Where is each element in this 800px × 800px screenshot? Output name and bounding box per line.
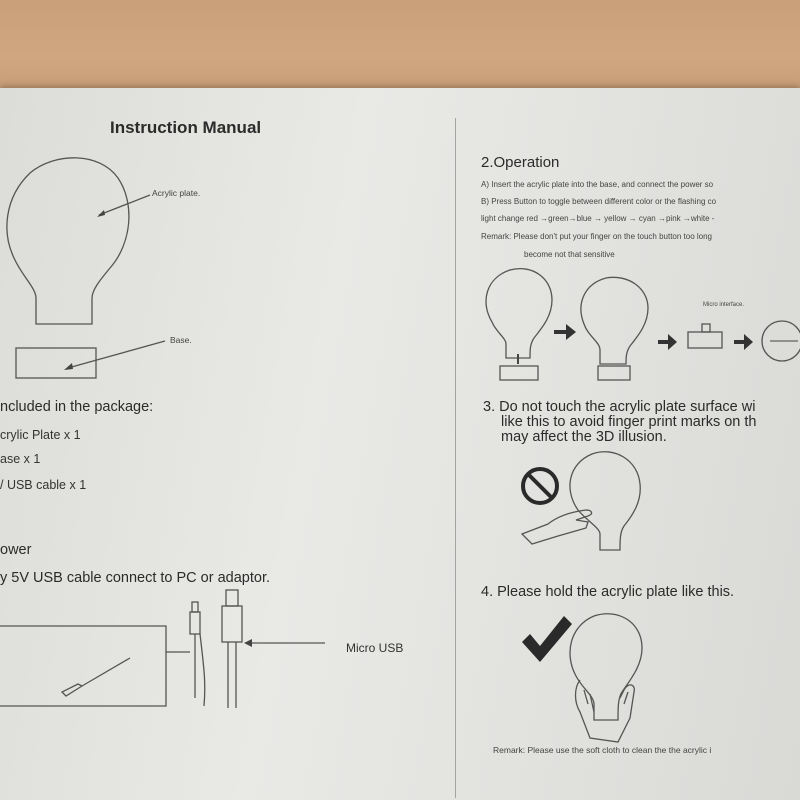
step4-text: 4. Please hold the acrylic plate like this. [481,584,735,600]
operation-line: light change red →green→blue → yellow → cyan →pink →white - [481,214,715,223]
usb-connection-illustration [0,588,340,718]
included-heading: ncluded in the package: [0,399,154,415]
step3-line: like this to avoid finger print marks on th [501,414,757,430]
step3-line: may affect the 3D illusion. [501,429,667,445]
micro-interface-label: Micro interface. [703,302,745,308]
hold-correctly-illustration [518,608,648,748]
operation-line: become not that sensitive [524,250,615,259]
operation-steps-illustration [482,266,800,386]
power-text: y 5V USB cable connect to PC or adaptor. [0,570,271,586]
included-item: ase x 1 [0,452,41,466]
operation-heading: 2.Operation [481,154,560,171]
acrylic-pointer-arrow [95,193,155,223]
operation-line: Remark: Please don't put your finger on the touch button too long [481,232,713,241]
manual-paper [0,88,800,800]
included-item: / USB cable x 1 [0,478,87,492]
step3-line: 3. Do not touch the acrylic plate surface wi [483,399,756,415]
power-heading: ower [0,542,32,558]
operation-line: A) Insert the acrylic plate into the base, and connect the power so [481,180,714,189]
micro-usb-label: Micro USB [346,641,404,655]
manual-title: Instruction Manual [110,118,262,137]
base-pointer-arrow [60,336,170,376]
base-label: Base. [170,335,192,345]
no-touch-illustration [518,450,648,550]
included-item: crylic Plate x 1 [0,428,81,442]
page-fold-line [455,118,456,798]
operation-line: B) Press Button to toggle between different color or the flashing co [481,197,717,206]
acrylic-plate-label: Acrylic plate. [152,188,201,198]
remark-bottom: Remark: Please use the soft cloth to clean the the acrylic i [493,745,712,755]
bulb-acrylic-illustration [0,148,140,328]
